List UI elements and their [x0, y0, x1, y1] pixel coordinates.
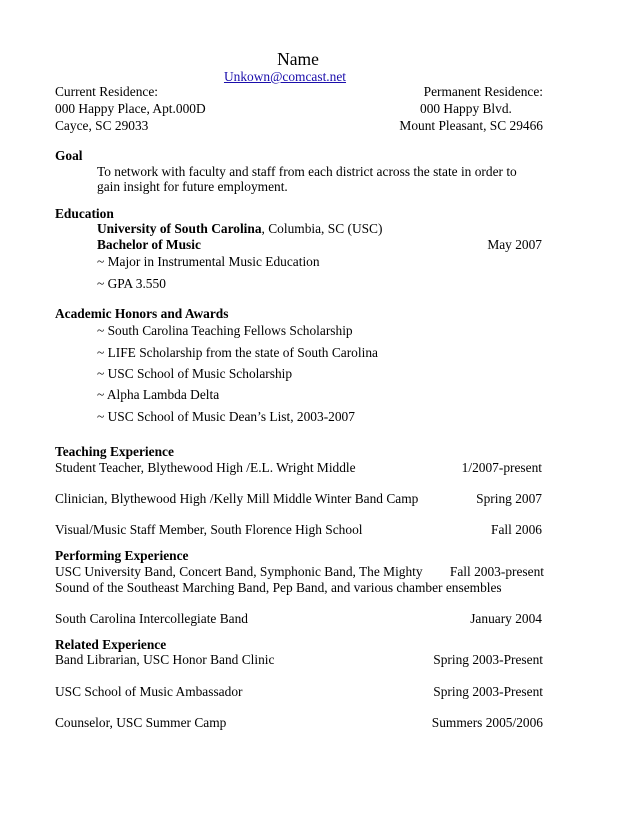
education-heading: Education — [55, 206, 114, 221]
honors-item: ~ USC School of Music Scholarship — [97, 366, 293, 381]
email-link[interactable]: Unkown@comcast.net — [223, 69, 347, 84]
education-school — [97, 221, 382, 237]
honors-item: ~ USC School of Music Dean’s List, 2003-2007 — [97, 409, 355, 424]
related-entry-date: Spring 2003-Present — [433, 652, 543, 667]
current-residence-label: Current Residence: — [55, 84, 158, 99]
permanent-residence-label: Permanent Residence: — [423, 84, 543, 99]
current-address-line2: Cayce, SC 29033 — [55, 118, 149, 133]
permanent-address-line1: 000 Happy Blvd. — [420, 101, 512, 116]
degree-title: Bachelor of Music — [97, 237, 201, 252]
performing-entry-continuation: Sound of the Southeast Marching Band, Pep Band, and various chamber ensembles — [55, 580, 502, 595]
related-entry-date: Spring 2003-Present — [433, 684, 543, 699]
teaching-heading: Teaching Experience — [55, 444, 174, 459]
school-name: University of South Carolina — [97, 221, 262, 236]
performing-entry-title: South Carolina Intercollegiate Band — [55, 611, 248, 626]
teaching-entry-date: Spring 2007 — [476, 491, 542, 506]
related-entry-title: Band Librarian, USC Honor Band Clinic — [55, 652, 275, 667]
teaching-entry-title: Student Teacher, Blythewood High /E.L. Wright Middle — [55, 460, 356, 475]
honors-item: ~ LIFE Scholarship from the state of South Carolina — [97, 345, 378, 360]
teaching-entry-title: Visual/Music Staff Member, South Florence High School — [55, 522, 363, 537]
goal-heading: Goal — [55, 148, 83, 163]
performing-heading: Performing Experience — [55, 548, 189, 563]
teaching-entry-date: 1/2007-present — [461, 460, 542, 475]
teaching-entry-title: Clinician, Blythewood High /Kelly Mill Middle Winter Band Camp — [55, 491, 419, 506]
related-entry-title: Counselor, USC Summer Camp — [55, 715, 227, 730]
degree-date: May 2007 — [487, 237, 542, 252]
performing-entry-date: Fall 2003-present — [449, 564, 544, 579]
related-heading: Related Experience — [55, 637, 167, 652]
honors-heading: Academic Honors and Awards — [55, 306, 229, 321]
resume-name: Name — [277, 49, 319, 69]
permanent-address-line2: Mount Pleasant, SC 29466 — [399, 118, 543, 133]
school-location: , Columbia, SC (USC) — [261, 221, 383, 236]
goal-text-line2: gain insight for future employment. — [97, 179, 288, 194]
honors-item: ~ South Carolina Teaching Fellows Scholarship — [97, 323, 353, 338]
goal-text-line1: To network with faculty and staff from each district across the state in order to — [97, 164, 517, 179]
performing-entry-title: USC University Band, Concert Band, Symphonic Band, The Mighty — [55, 564, 423, 579]
related-entry-title: USC School of Music Ambassador — [55, 684, 243, 699]
related-entry-date: Summers 2005/2006 — [431, 715, 543, 730]
education-bullet: ~ Major in Instrumental Music Education — [97, 254, 320, 269]
education-bullet: ~ GPA 3.550 — [97, 276, 166, 291]
teaching-entry-date: Fall 2006 — [491, 522, 542, 537]
performing-entry-date: January 2004 — [470, 611, 542, 626]
honors-item: ~ Alpha Lambda Delta — [97, 387, 220, 402]
current-address-line1: 000 Happy Place, Apt.000D — [55, 101, 206, 116]
